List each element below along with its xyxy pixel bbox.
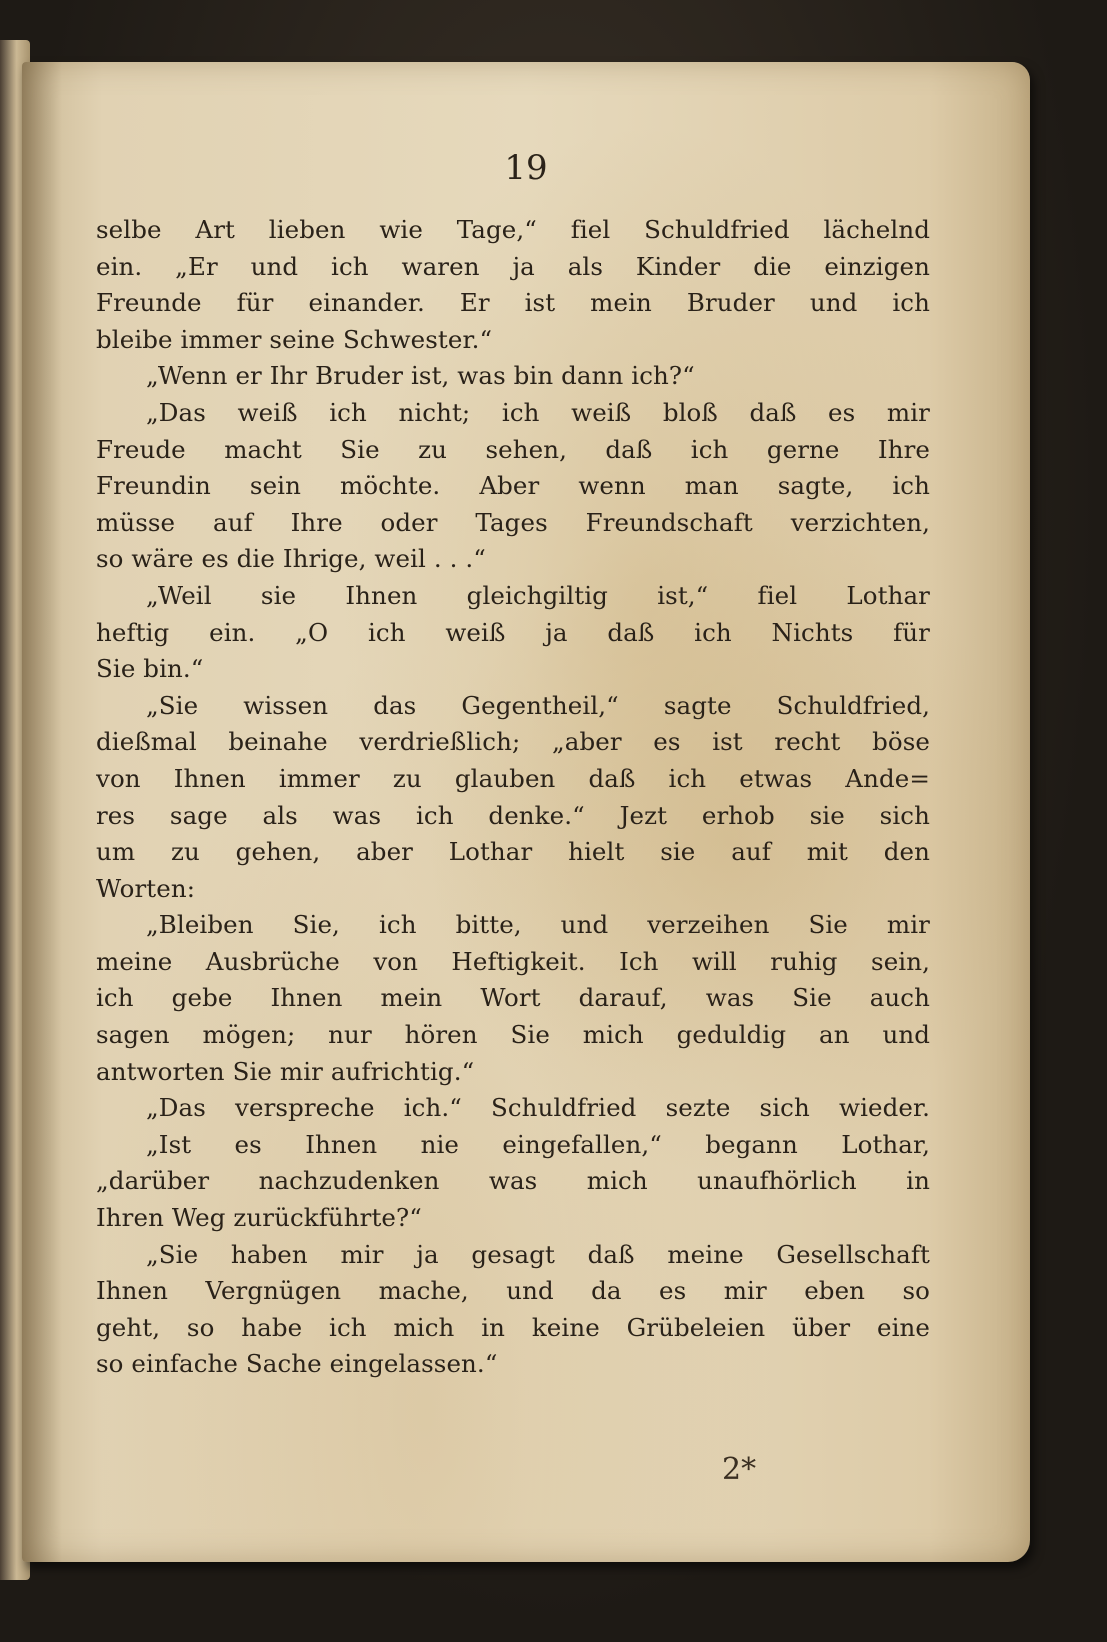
book-page — [22, 62, 1030, 1562]
text-line: so einfache Sache eingelassen.“ — [96, 1349, 498, 1379]
text-line: Freundin sein möchte. Aber wenn man sagte, ich — [96, 471, 930, 501]
text-line: „Das verspreche ich.“ Schuldfried sezte sich wieder. — [146, 1093, 930, 1123]
text-line: dießmal beinahe verdrießlich; „aber es ist recht böse — [96, 727, 930, 757]
text-line: „Wenn er Ihr Bruder ist, was bin dann ich?“ — [146, 361, 695, 391]
text-line: Ihren Weg zurückführte?“ — [96, 1203, 422, 1233]
text-line: bleibe immer seine Schwester.“ — [96, 324, 493, 354]
text-line: ich gebe Ihnen mein Wort darauf, was Sie auch — [96, 983, 930, 1013]
text-line: ein. „Er und ich waren ja als Kinder die einzigen — [96, 251, 930, 281]
text-line: Freude macht Sie zu sehen, daß ich gerne Ihre — [96, 434, 930, 464]
text-line: „Ist es Ihnen nie eingefallen,“ begann Lothar, — [146, 1129, 930, 1159]
text-line: Freunde für einander. Er ist mein Bruder und ich — [96, 288, 930, 318]
text-line: „darüber nachzudenken was mich unaufhörlich in — [96, 1166, 930, 1196]
page-number: 19 — [504, 148, 548, 188]
text-line: Sie bin.“ — [96, 654, 204, 684]
text-line: „Sie wissen das Gegentheil,“ sagte Schuldfried, — [146, 690, 930, 720]
text-line: so wäre es die Ihrige, weil . . .“ — [96, 544, 486, 574]
body-text — [96, 212, 930, 1383]
text-line: geht, so habe ich mich in keine Grübeleien über eine — [96, 1312, 930, 1342]
text-line: antworten Sie mir aufrichtig.“ — [96, 1056, 475, 1086]
signature-mark: 2* — [722, 1452, 757, 1487]
text-line: „Weil sie Ihnen gleichgiltig ist,“ fiel Lothar — [146, 580, 930, 610]
text-line: um zu gehen, aber Lothar hielt sie auf mit den — [96, 837, 930, 867]
text-line: „Sie haben mir ja gesagt daß meine Gesellschaft — [146, 1239, 930, 1269]
text-line: sagen mögen; nur hören Sie mich geduldig an und — [96, 1020, 930, 1050]
text-line: heftig ein. „O ich weiß ja daß ich Nichts für — [96, 617, 930, 647]
text-line: Ihnen Vergnügen mache, und da es mir eben so — [96, 1276, 930, 1306]
text-line: von Ihnen immer zu glauben daß ich etwas Ande= — [96, 763, 930, 793]
text-line: müsse auf Ihre oder Tages Freundschaft verzichten, — [96, 507, 930, 537]
text-line: res sage als was ich denke.“ Jezt erhob sie sich — [96, 800, 930, 830]
text-line: „Das weiß ich nicht; ich weiß bloß daß es mir — [146, 397, 930, 427]
text-line: meine Ausbrüche von Heftigkeit. Ich will ruhig sein, — [96, 946, 930, 976]
gutter-shadow — [22, 62, 62, 1562]
text-line: Worten: — [96, 873, 196, 903]
text-line: „Bleiben Sie, ich bitte, und verzeihen Sie mir — [146, 910, 930, 940]
text-line: selbe Art lieben wie Tage,“ fiel Schuldfried lächelnd — [96, 215, 930, 244]
